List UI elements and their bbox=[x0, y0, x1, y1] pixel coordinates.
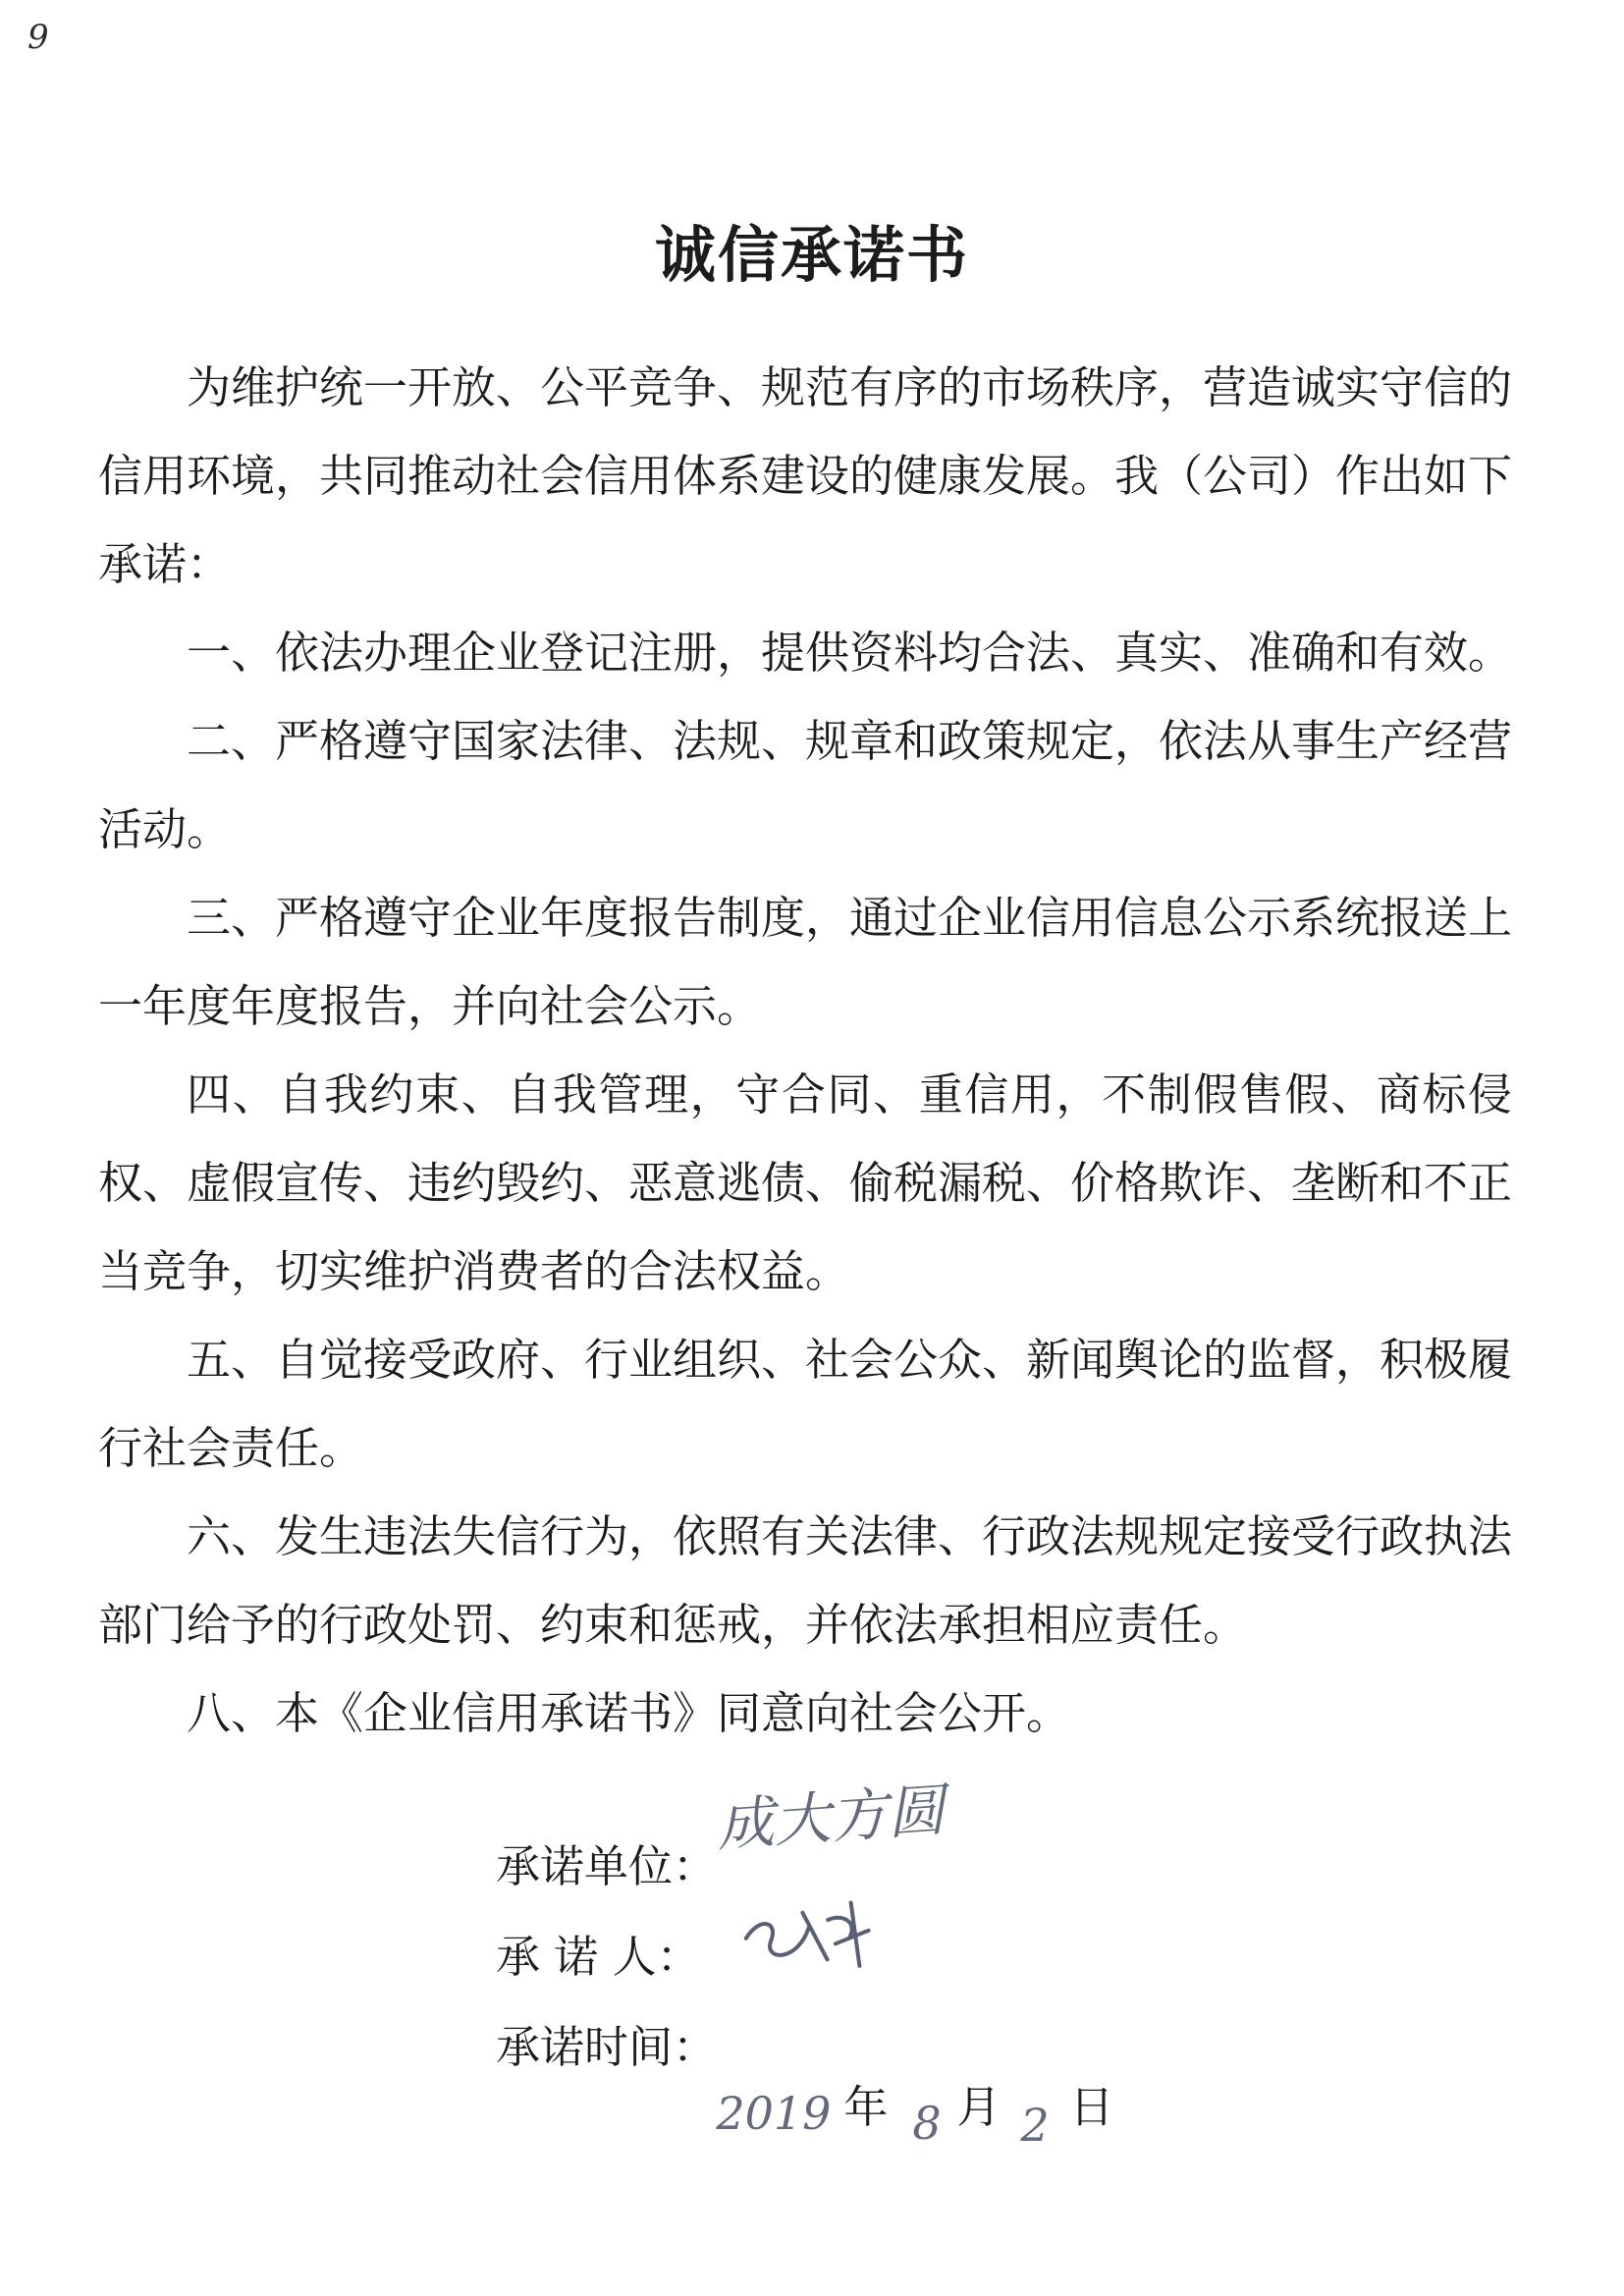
signature-block bbox=[496, 1776, 1114, 2152]
clause-1: 一、依法办理企业登记注册，提供资料均合法、真实、准确和有效。 bbox=[187, 627, 1513, 679]
date-day-handwritten: 2 bbox=[1020, 2099, 1050, 2152]
clause-2: 二、严格遵守国家法律、法规、规章和政策规定，依法从事生产经营活动。 bbox=[98, 715, 1513, 855]
date-month-handwritten: 8 bbox=[912, 2097, 942, 2150]
page-number-mark: 9 bbox=[27, 18, 49, 57]
unit-label: 承诺单位： bbox=[496, 1840, 718, 1892]
document-body bbox=[98, 344, 1512, 1758]
date-label: 承诺时间： bbox=[496, 2021, 718, 2073]
year-unit: 年 bbox=[843, 2081, 889, 2133]
clause-3: 三、严格遵守企业年度报告制度，通过企业信用信息公示系统报送上一年度年度报告，并向社会公示。 bbox=[98, 892, 1513, 1032]
clause-5: 五、自觉接受政府、行业组织、社会公众、新闻舆论的监督，积极履行社会责任。 bbox=[98, 1334, 1513, 1474]
unit-handwritten-value: 成大方圆 bbox=[714, 1776, 947, 1860]
document-title: 诚信承诺书 bbox=[654, 219, 969, 291]
day-unit: 日 bbox=[1069, 2081, 1114, 2133]
handwritten-signature bbox=[732, 1885, 889, 1988]
clause-4: 四、自我约束、自我管理，守合同、重信用，不制假售假、商标侵权、虚假宣传、违约毁约、恶意逃债、偷税漏税、价格欺诈、垄断和不正当竞争，切实维护消费者的合法权益。 bbox=[98, 1068, 1513, 1297]
signature-unit-row bbox=[496, 1776, 947, 1912]
date-year-handwritten: 2019 bbox=[716, 2087, 832, 2140]
signature-person-row bbox=[496, 1912, 716, 2002]
signature-date-row bbox=[496, 2002, 1114, 2152]
month-unit: 月 bbox=[956, 2081, 1001, 2133]
clause-8: 八、本《企业信用承诺书》同意向社会公开。 bbox=[187, 1687, 1071, 1739]
person-label: 承 诺 人： bbox=[496, 1931, 701, 1983]
clause-6: 六、发生违法失信行为，依照有关法律、行政法规规定接受行政执法部门给予的行政处罚、约束和惩戒，并依法承担相应责任。 bbox=[98, 1510, 1513, 1651]
intro-paragraph: 为维护统一开放、公平竞争、规范有序的市场秩序，营造诚实守信的信用环境，共同推动社会信用体系建设的健康发展。我（公司）作出如下承诺： bbox=[98, 361, 1513, 590]
